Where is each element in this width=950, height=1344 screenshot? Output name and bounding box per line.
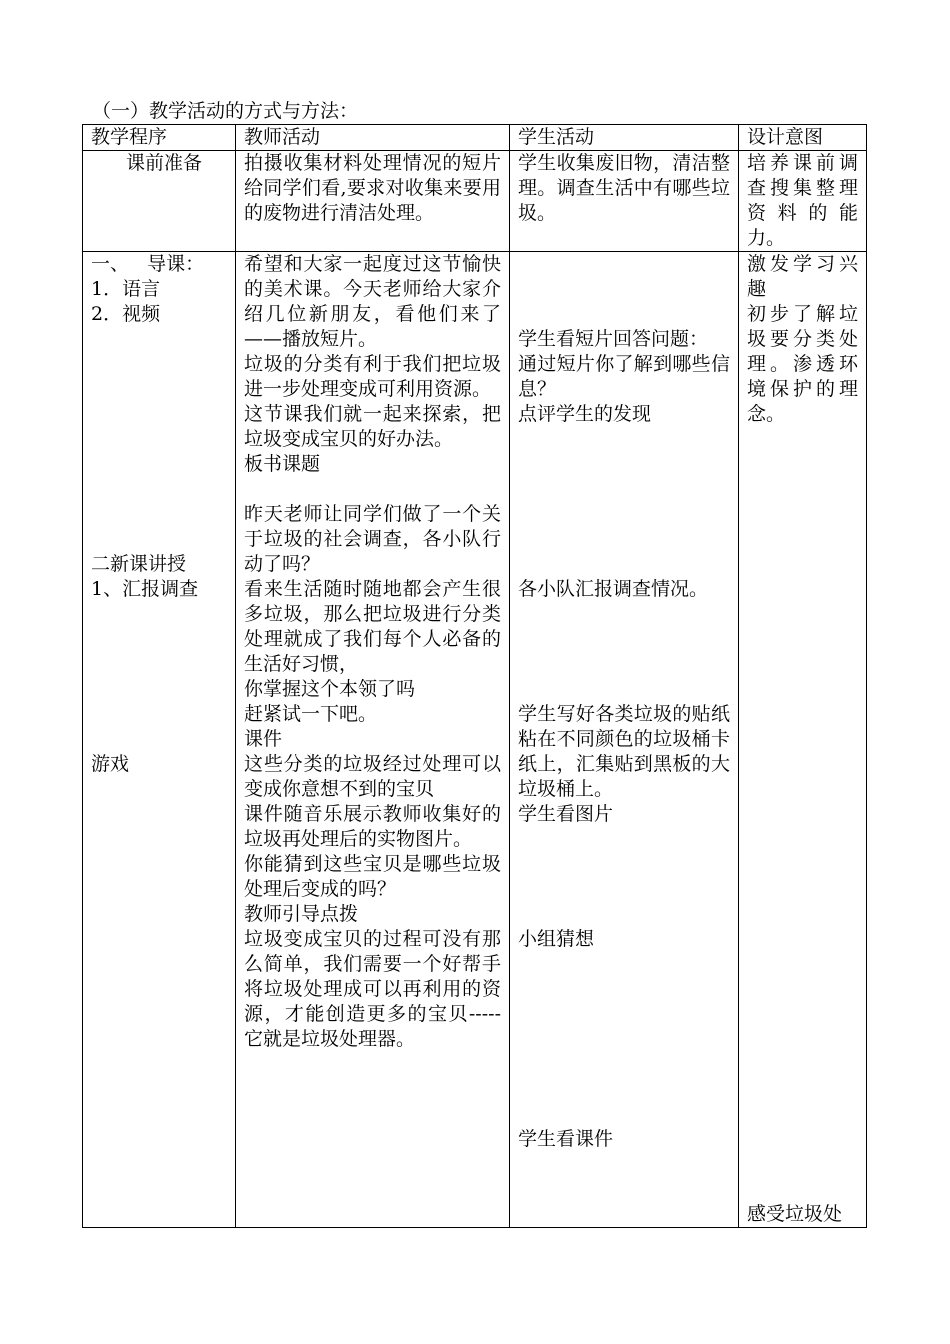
lesson-plan-table [82, 124, 867, 1228]
student-text: 学生看短片回答问题： [518, 328, 709, 350]
teacher-cell: 拍摄收集材料处理情况的短片给同学们看,要求对收集来要用的废物进行清洁处理。 [236, 151, 510, 252]
teacher-text: 教师引导点拨 [244, 903, 359, 925]
stage-new-lesson: 二新课讲授 [91, 553, 187, 575]
table-row-lesson [83, 252, 867, 1228]
header-student-activity: 学生活动 [510, 125, 739, 151]
header-design-intent: 设计意图 [739, 125, 867, 151]
intent-text: 感受垃圾处 [747, 1203, 843, 1225]
teacher-text: 昨天老师让同学们做了一个关于垃圾的社会调查，各小队行动了吗？ [244, 503, 501, 575]
table-header-row [83, 125, 867, 151]
teacher-text: 垃圾变成宝贝的过程可没有那么简单，我们需要一个好帮手将垃圾处理成可以再利用的资源，才能创造更多的宝贝-----它就是垃圾处理器。 [244, 928, 501, 1050]
student-text: 点评学生的发现 [518, 403, 652, 425]
stage-cell [83, 252, 236, 1228]
student-text: 学生看图片 [518, 803, 614, 825]
teacher-text: 你能猜到这些宝贝是哪些垃圾处理后变成的吗？ [244, 853, 501, 900]
stage-intro: 一、 导课： [91, 253, 205, 275]
stage-cell [83, 151, 236, 252]
teacher-text: 课件 [244, 728, 283, 750]
header-procedure: 教学程序 [83, 125, 236, 151]
intent-text: 激发学习兴趣 [747, 253, 858, 300]
table-row-preparation [83, 151, 867, 252]
teacher-text: 看来生活随时随地都会产生很多垃圾，那么把垃圾进行分类处理就成了我们每个人必备的生活好习惯， [244, 578, 501, 675]
student-text: 学生写好各类垃圾的贴纸粘在不同颜色的垃圾桶卡纸上，汇集贴到黑板的大垃圾桶上。 [518, 703, 730, 800]
intent-text: 初步了解垃圾要分类处理。渗透环境保护的理念。 [747, 303, 858, 425]
teacher-text: 这些分类的垃圾经过处理可以变成你意想不到的宝贝 [244, 753, 501, 800]
section-heading: （一）教学活动的方式与方法： [92, 100, 359, 122]
teacher-text: 希望和大家一起度过这节愉快的美术课。今天老师给大家介绍几位新朋友，看他们来了——播放短片。 [244, 253, 501, 350]
stage-report: 1、汇报调查 [91, 578, 199, 600]
teacher-text: 板书课题 [244, 453, 321, 475]
teacher-text: 你掌握这个本领了吗 [244, 678, 416, 700]
teacher-cell [236, 252, 510, 1228]
stage-game: 游戏 [91, 753, 130, 775]
student-text: 各小队汇报调查情况。 [518, 578, 709, 600]
student-text: 通过短片你了解到哪些信息？ [518, 353, 730, 400]
intent-cell: 培养课前调查搜集整理资料的能力。 [739, 151, 867, 252]
teacher-text: 垃圾的分类有利于我们把垃圾进一步处理变成可利用资源。 [244, 353, 501, 400]
teacher-text: 赶紧试一下吧。 [244, 703, 378, 725]
student-text: 小组猜想 [518, 928, 595, 950]
stage-video: 2．视频 [91, 303, 161, 325]
intent-cell [739, 252, 867, 1228]
student-text: 学生看课件 [518, 1128, 614, 1150]
student-cell: 学生收集废旧物，清洁整理。调查生活中有哪些垃圾。 [510, 151, 739, 252]
stage-language: 1．语言 [91, 278, 161, 300]
teacher-text: 这节课我们就一起来探索，把垃圾变成宝贝的好办法。 [244, 403, 501, 450]
header-teacher-activity: 教师活动 [236, 125, 510, 151]
stage-label: 课前准备 [126, 152, 203, 174]
student-cell [510, 252, 739, 1228]
teacher-text: 课件随音乐展示教师收集好的垃圾再处理后的实物图片。 [244, 803, 501, 850]
